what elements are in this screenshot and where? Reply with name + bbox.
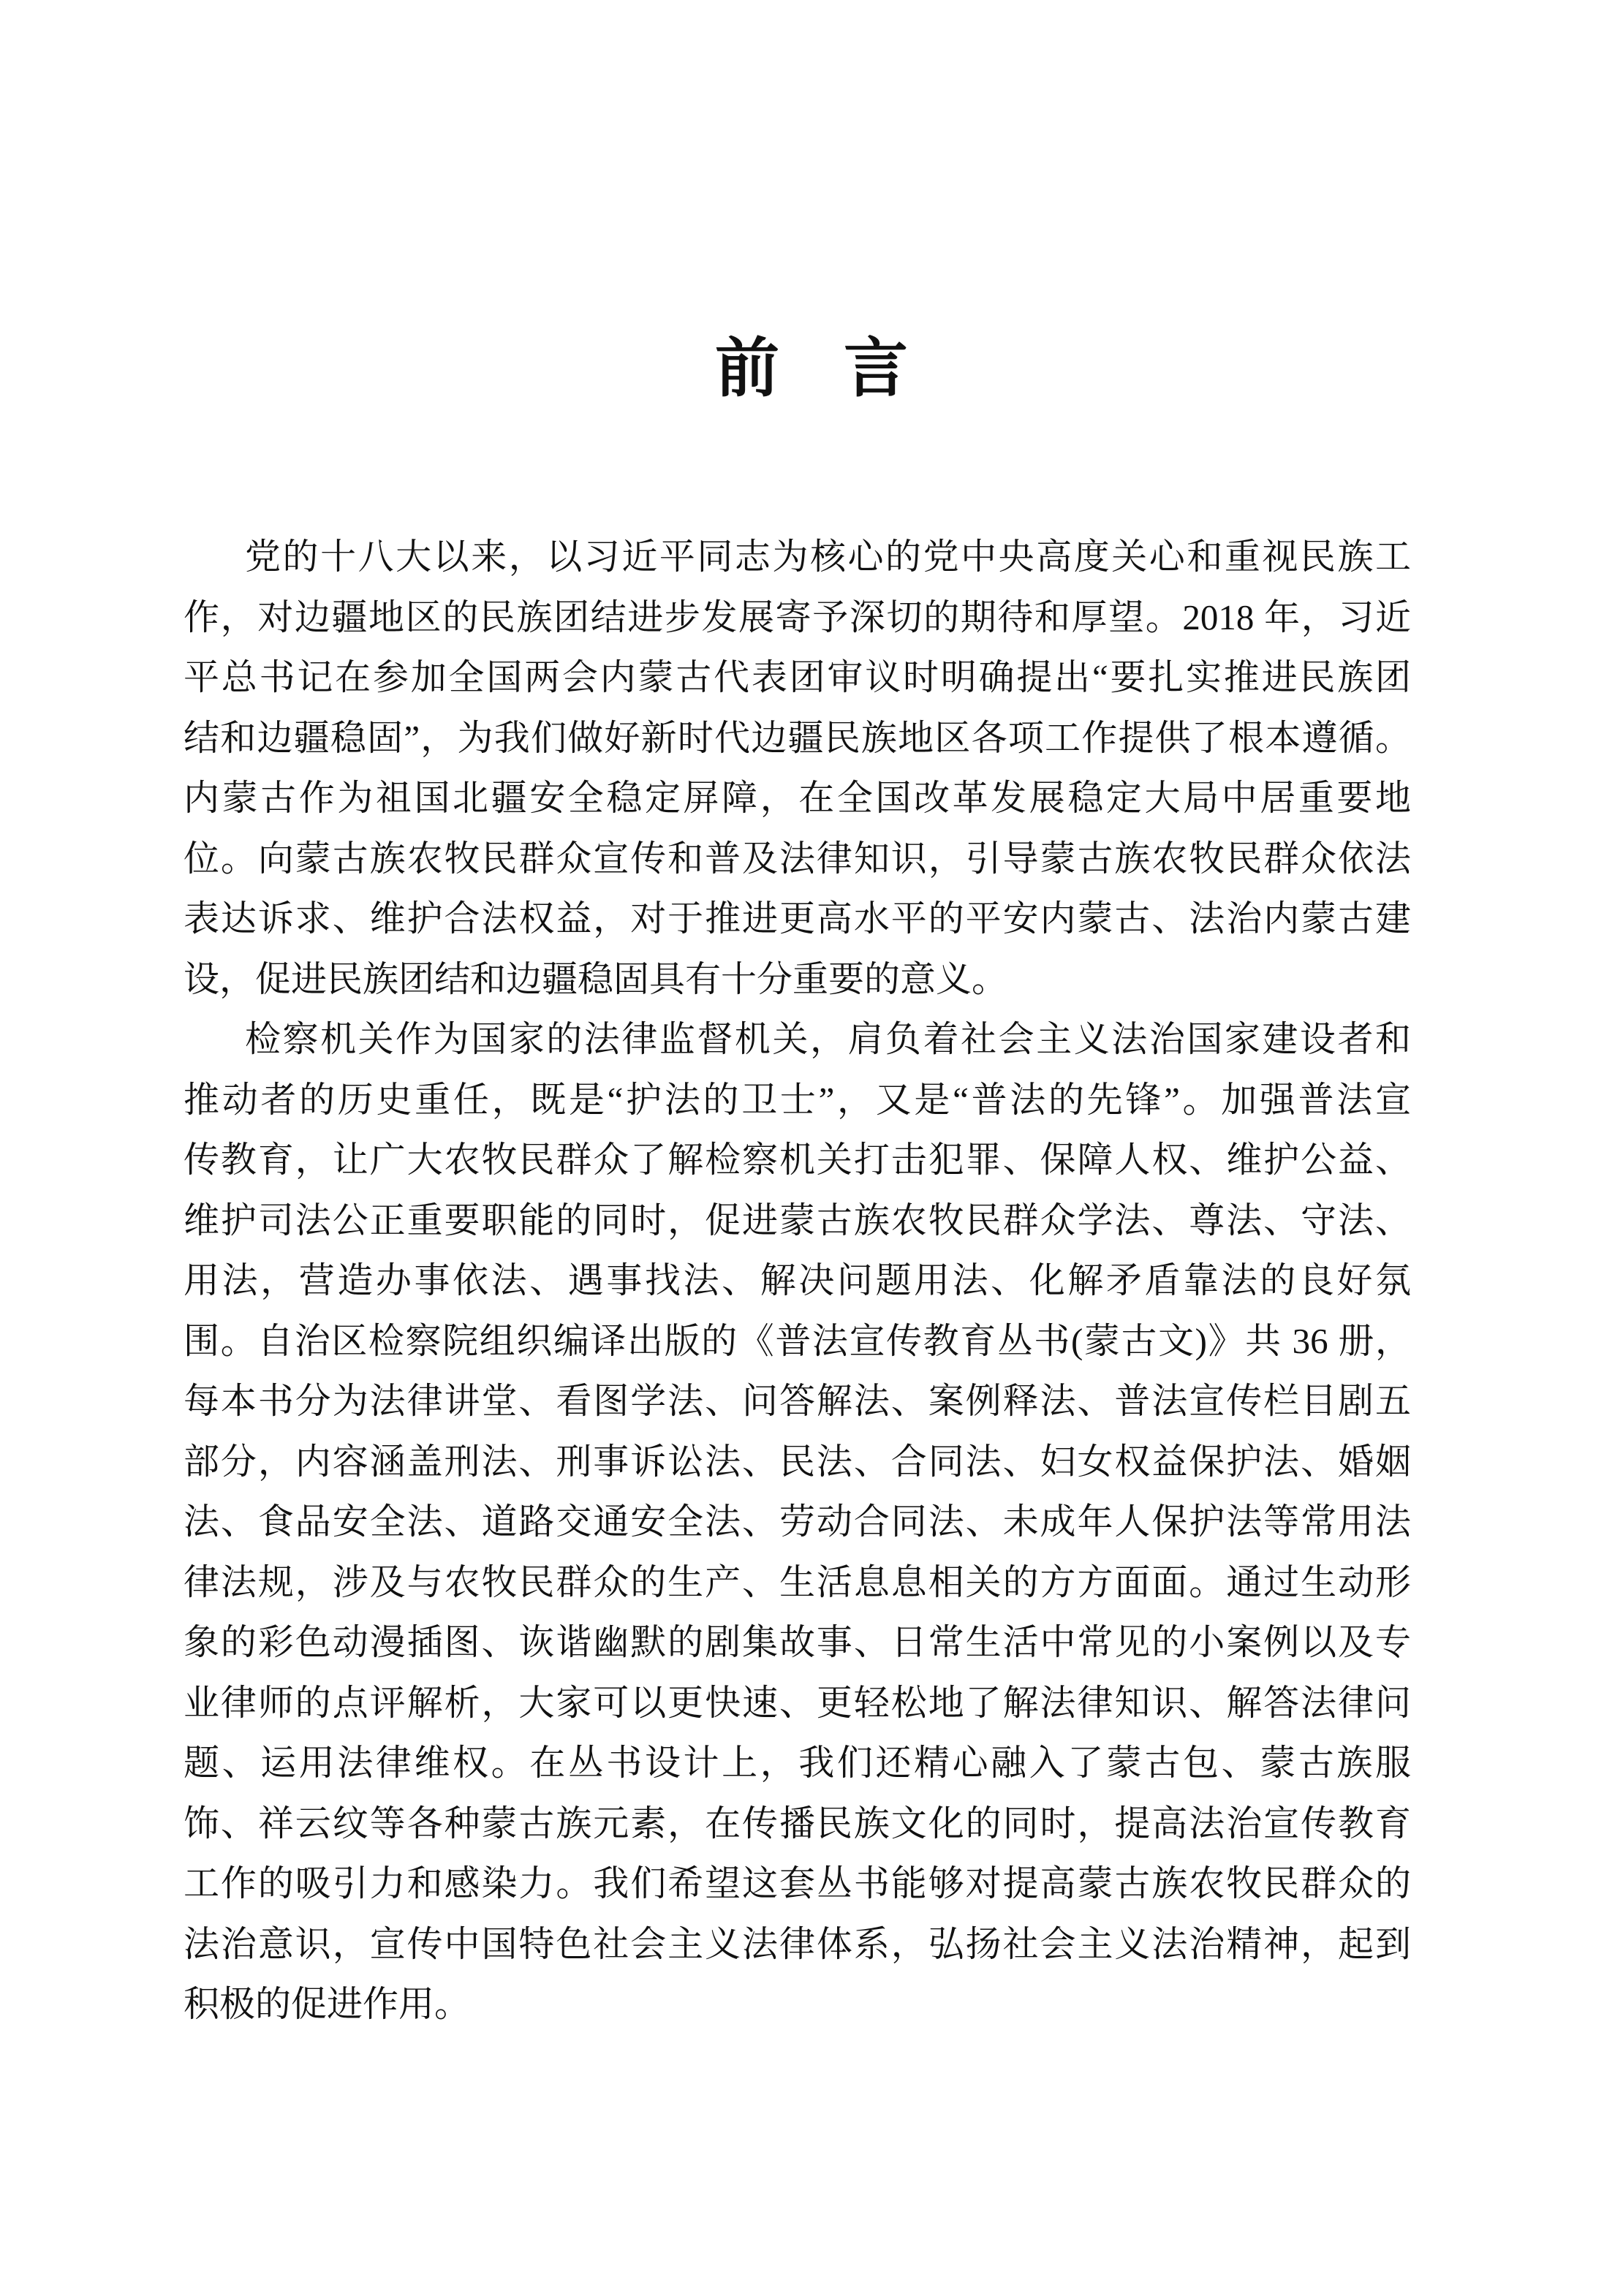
body-text [184, 527, 1411, 2035]
text-line: 用法，营造办事依法、遇事找法、解决问题用法、化解矛盾靠法的良好氛 [184, 1260, 1411, 1300]
text-line: 位。向蒙古族农牧民群众宣传和普及法律知识，引导蒙古族农牧民群众依法 [184, 838, 1411, 879]
text-line: 党的十八大以来，以习近平同志为核心的党中央高度关心和重视民族工 [245, 537, 1411, 577]
text-line: 业律师的点评解析，大家可以更快速、更轻松地了解法律知识、解答法律问 [184, 1682, 1411, 1723]
text-line: 象的彩色动漫插图、诙谐幽默的剧集故事、日常生活中常见的小案例以及专 [184, 1622, 1411, 1662]
text-line: 题、运用法律维权。在丛书设计上，我们还精心融入了蒙古包、蒙古族服 [184, 1743, 1411, 1783]
text-line: 积极的促进作用。 [184, 1984, 471, 2024]
text-line: 围。自治区检察院组织编译出版的《普法宣传教育丛书(蒙古文)》共 36 册， [184, 1320, 1411, 1361]
text-line: 设，促进民族团结和边疆稳固具有十分重要的意义。 [184, 958, 1008, 999]
text-line: 维护司法公正重要职能的同时，促进蒙古族农牧民群众学法、尊法、守法、 [184, 1200, 1411, 1240]
text-line: 检察机关作为国家的法律监督机关，肩负着社会主义法治国家建设者和 [245, 1019, 1411, 1059]
text-line: 法、食品安全法、道路交通安全法、劳动合同法、未成年人保护法等常用法 [184, 1501, 1411, 1542]
text-line: 饰、祥云纹等各种蒙古族元素，在传播民族文化的同时，提高法治宣传教育 [184, 1803, 1411, 1844]
text-line: 传教育，让广大农牧民群众了解检察机关打击犯罪、保障人权、维护公益、 [184, 1140, 1411, 1180]
text-line: 结和边疆稳固”，为我们做好新时代边疆民族地区各项工作提供了根本遵循。 [184, 717, 1411, 758]
text-line: 每本书分为法律讲堂、看图学法、问答解法、案例释法、普法宣传栏目剧五 [184, 1381, 1411, 1421]
text-line: 律法规，涉及与农牧民群众的生产、生活息息相关的方方面面。通过生动形 [184, 1561, 1411, 1602]
text-line: 推动者的历史重任，既是“护法的卫士”，又是“普法的先锋”。加强普法宣 [184, 1079, 1411, 1120]
text-line: 工作的吸引力和感染力。我们希望这套丛书能够对提高蒙古族农牧民群众的 [184, 1863, 1411, 1903]
text-line: 作，对边疆地区的民族团结进步发展寄予深切的期待和厚望。2018 年，习近 [184, 596, 1411, 637]
page-title: 前 言 [714, 334, 908, 405]
text-line: 法治意识，宣传中国特色社会主义法律体系，弘扬社会主义法治精神，起到 [184, 1923, 1411, 1964]
text-line: 表达诉求、维护合法权益，对于推进更高水平的平安内蒙古、法治内蒙古建 [184, 898, 1411, 939]
text-line: 内蒙古作为祖国北疆安全稳定屏障，在全国改革发展稳定大局中居重要地 [184, 778, 1411, 818]
text-line: 平总书记在参加全国两会内蒙古代表团审议时明确提出“要扎实推进民族团 [184, 657, 1411, 697]
text-line: 部分，内容涵盖刑法、刑事诉讼法、民法、合同法、妇女权益保护法、婚姻 [184, 1441, 1411, 1482]
